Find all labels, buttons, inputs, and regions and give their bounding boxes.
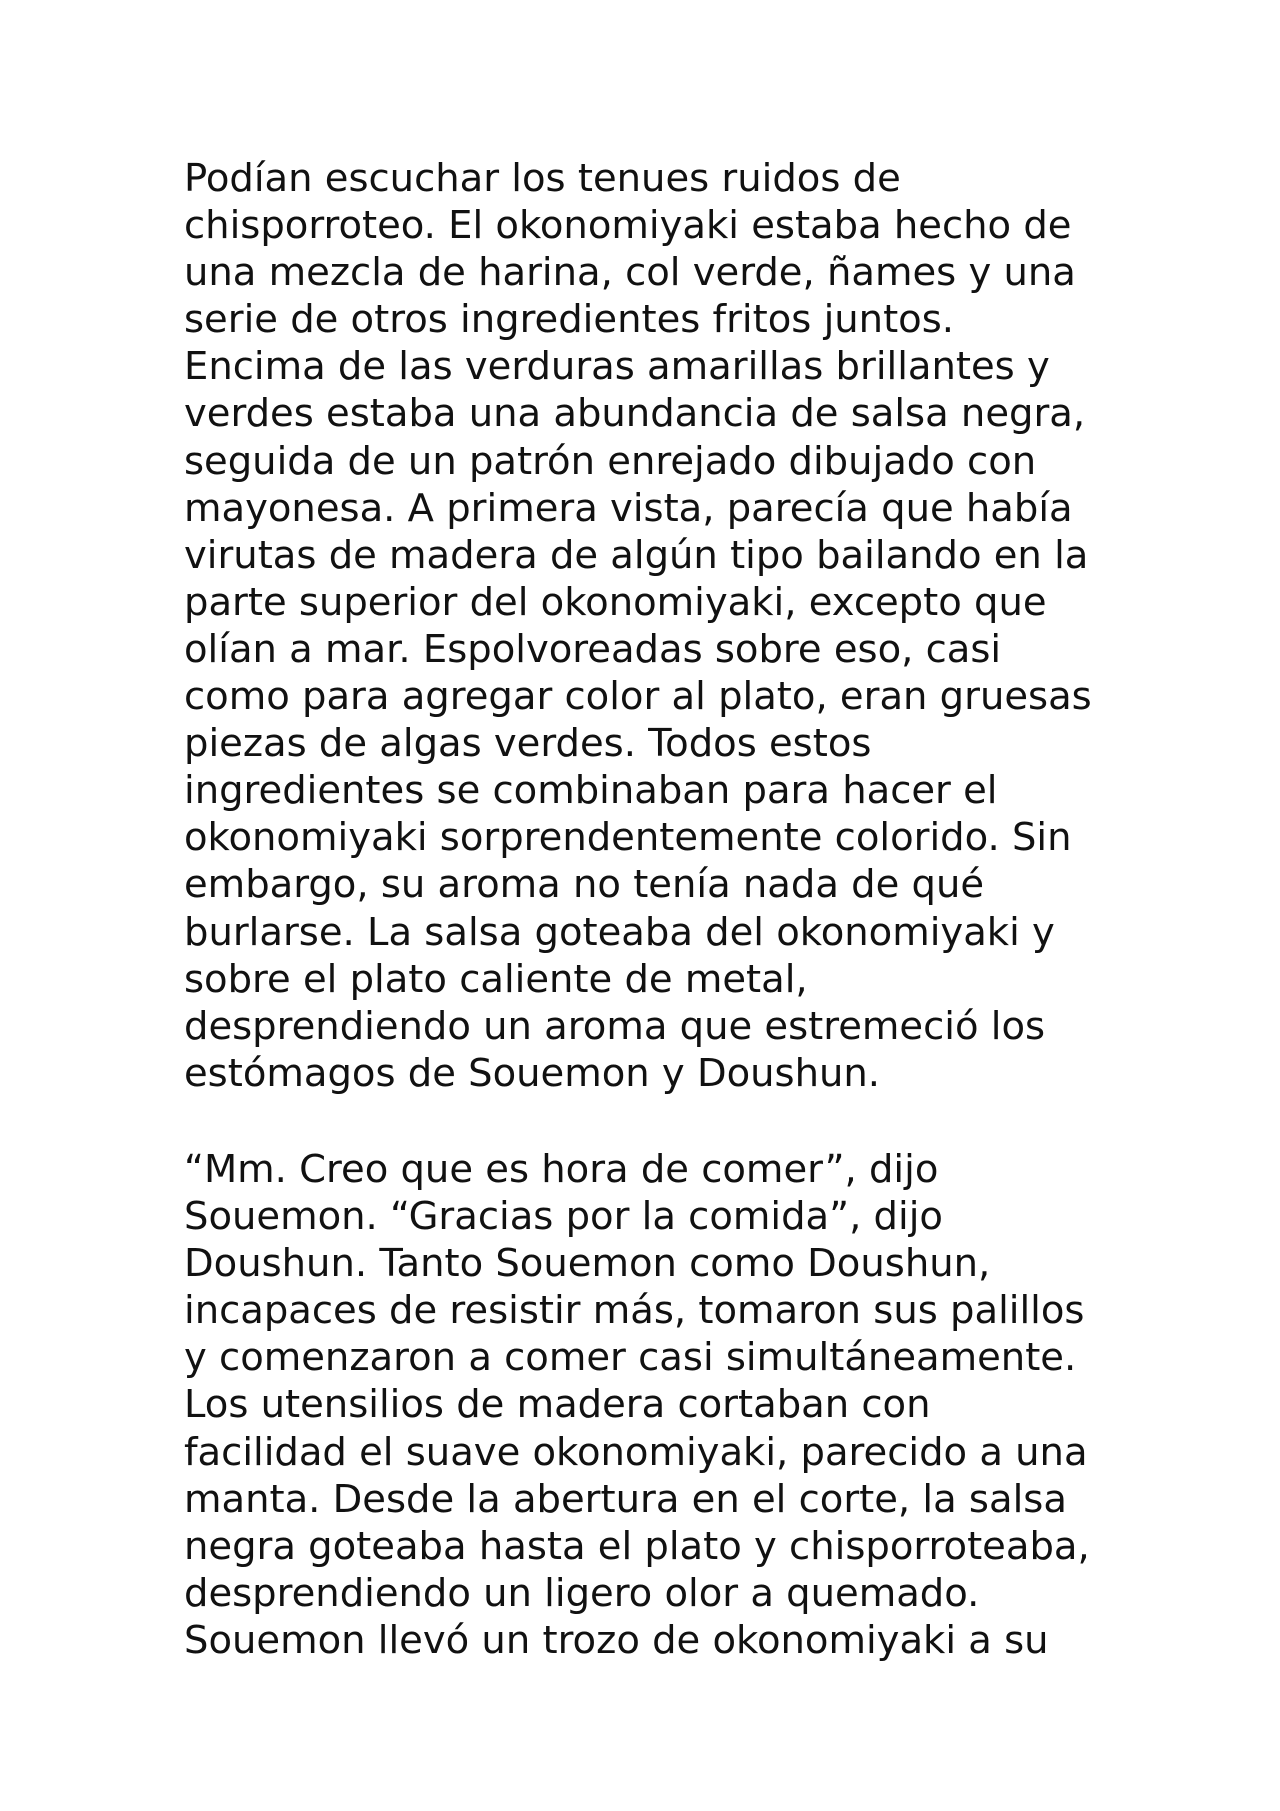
text-line: y comenzaron a comer casi simultáneamente. <box>184 1335 1077 1381</box>
text-line: negra goteaba hasta el plato y chisporroteaba, <box>184 1523 1090 1569</box>
text-line: “Mm. Creo que es hora de comer”, dijo <box>184 1147 939 1192</box>
text-line: desprendiendo un aroma que estremeció los <box>184 1003 1046 1049</box>
text-line: sobre el plato caliente de metal, <box>184 956 808 1002</box>
text-line: Podían escuchar los tenues ruidos de <box>184 156 901 201</box>
text-line: desprendiendo un ligero olor a quemado. <box>184 1570 980 1616</box>
text-line: chisporroteo. El okonomiyaki estaba hecho de <box>184 203 1072 249</box>
text-line: una mezcla de harina, col verde, ñames y una <box>184 250 1076 296</box>
text-line: ingredientes se combinaban para hacer el <box>184 768 998 814</box>
text-line: Doushun. Tanto Souemon como Doushun, <box>184 1241 991 1287</box>
text-line: parte superior del okonomiyaki, excepto que <box>184 579 1047 625</box>
text-line: virutas de madera de algún tipo bailando en la <box>184 532 1089 578</box>
text-line: como para agregar color al plato, eran gruesas <box>184 674 1092 720</box>
text-line: manta. Desde la abertura en el corte, la salsa <box>184 1476 1067 1522</box>
text-line: mayonesa. A primera vista, parecía que había <box>184 485 1073 531</box>
text-line: serie de otros ingredientes fritos juntos. <box>184 297 955 343</box>
text-line: embargo, su aroma no tenía nada de qué <box>184 862 985 908</box>
text-line: incapaces de resistir más, tomaron sus palillos <box>184 1288 1085 1334</box>
text-line: Encima de las verduras amarillas brillantes y <box>184 344 1050 390</box>
text-line: olían a mar. Espolvoreadas sobre eso, casi <box>184 626 1002 672</box>
text-line: verdes estaba una abundancia de salsa negra, <box>184 391 1086 437</box>
text-line: seguida de un patrón enrejado dibujado con <box>184 438 1037 484</box>
text-line: okonomiyaki sorprendentemente colorido. Sin <box>184 815 1072 861</box>
text-line: piezas de algas verdes. Todos estos <box>184 721 872 767</box>
text-line: burlarse. La salsa goteaba del okonomiyaki y <box>184 909 1055 955</box>
text-line: estómagos de Souemon y Doushun. <box>184 1050 881 1096</box>
text-line: Souemon llevó un trozo de okonomiyaki a su <box>184 1617 1049 1663</box>
text-line: Souemon. “Gracias por la comida”, dijo <box>184 1194 943 1240</box>
paragraph-1 <box>184 155 1144 1097</box>
paragraph-2 <box>184 1146 1144 1664</box>
text-line: Los utensilios de madera cortaban con <box>184 1382 931 1428</box>
text-line: facilidad el suave okonomiyaki, parecido a una <box>184 1429 1088 1475</box>
